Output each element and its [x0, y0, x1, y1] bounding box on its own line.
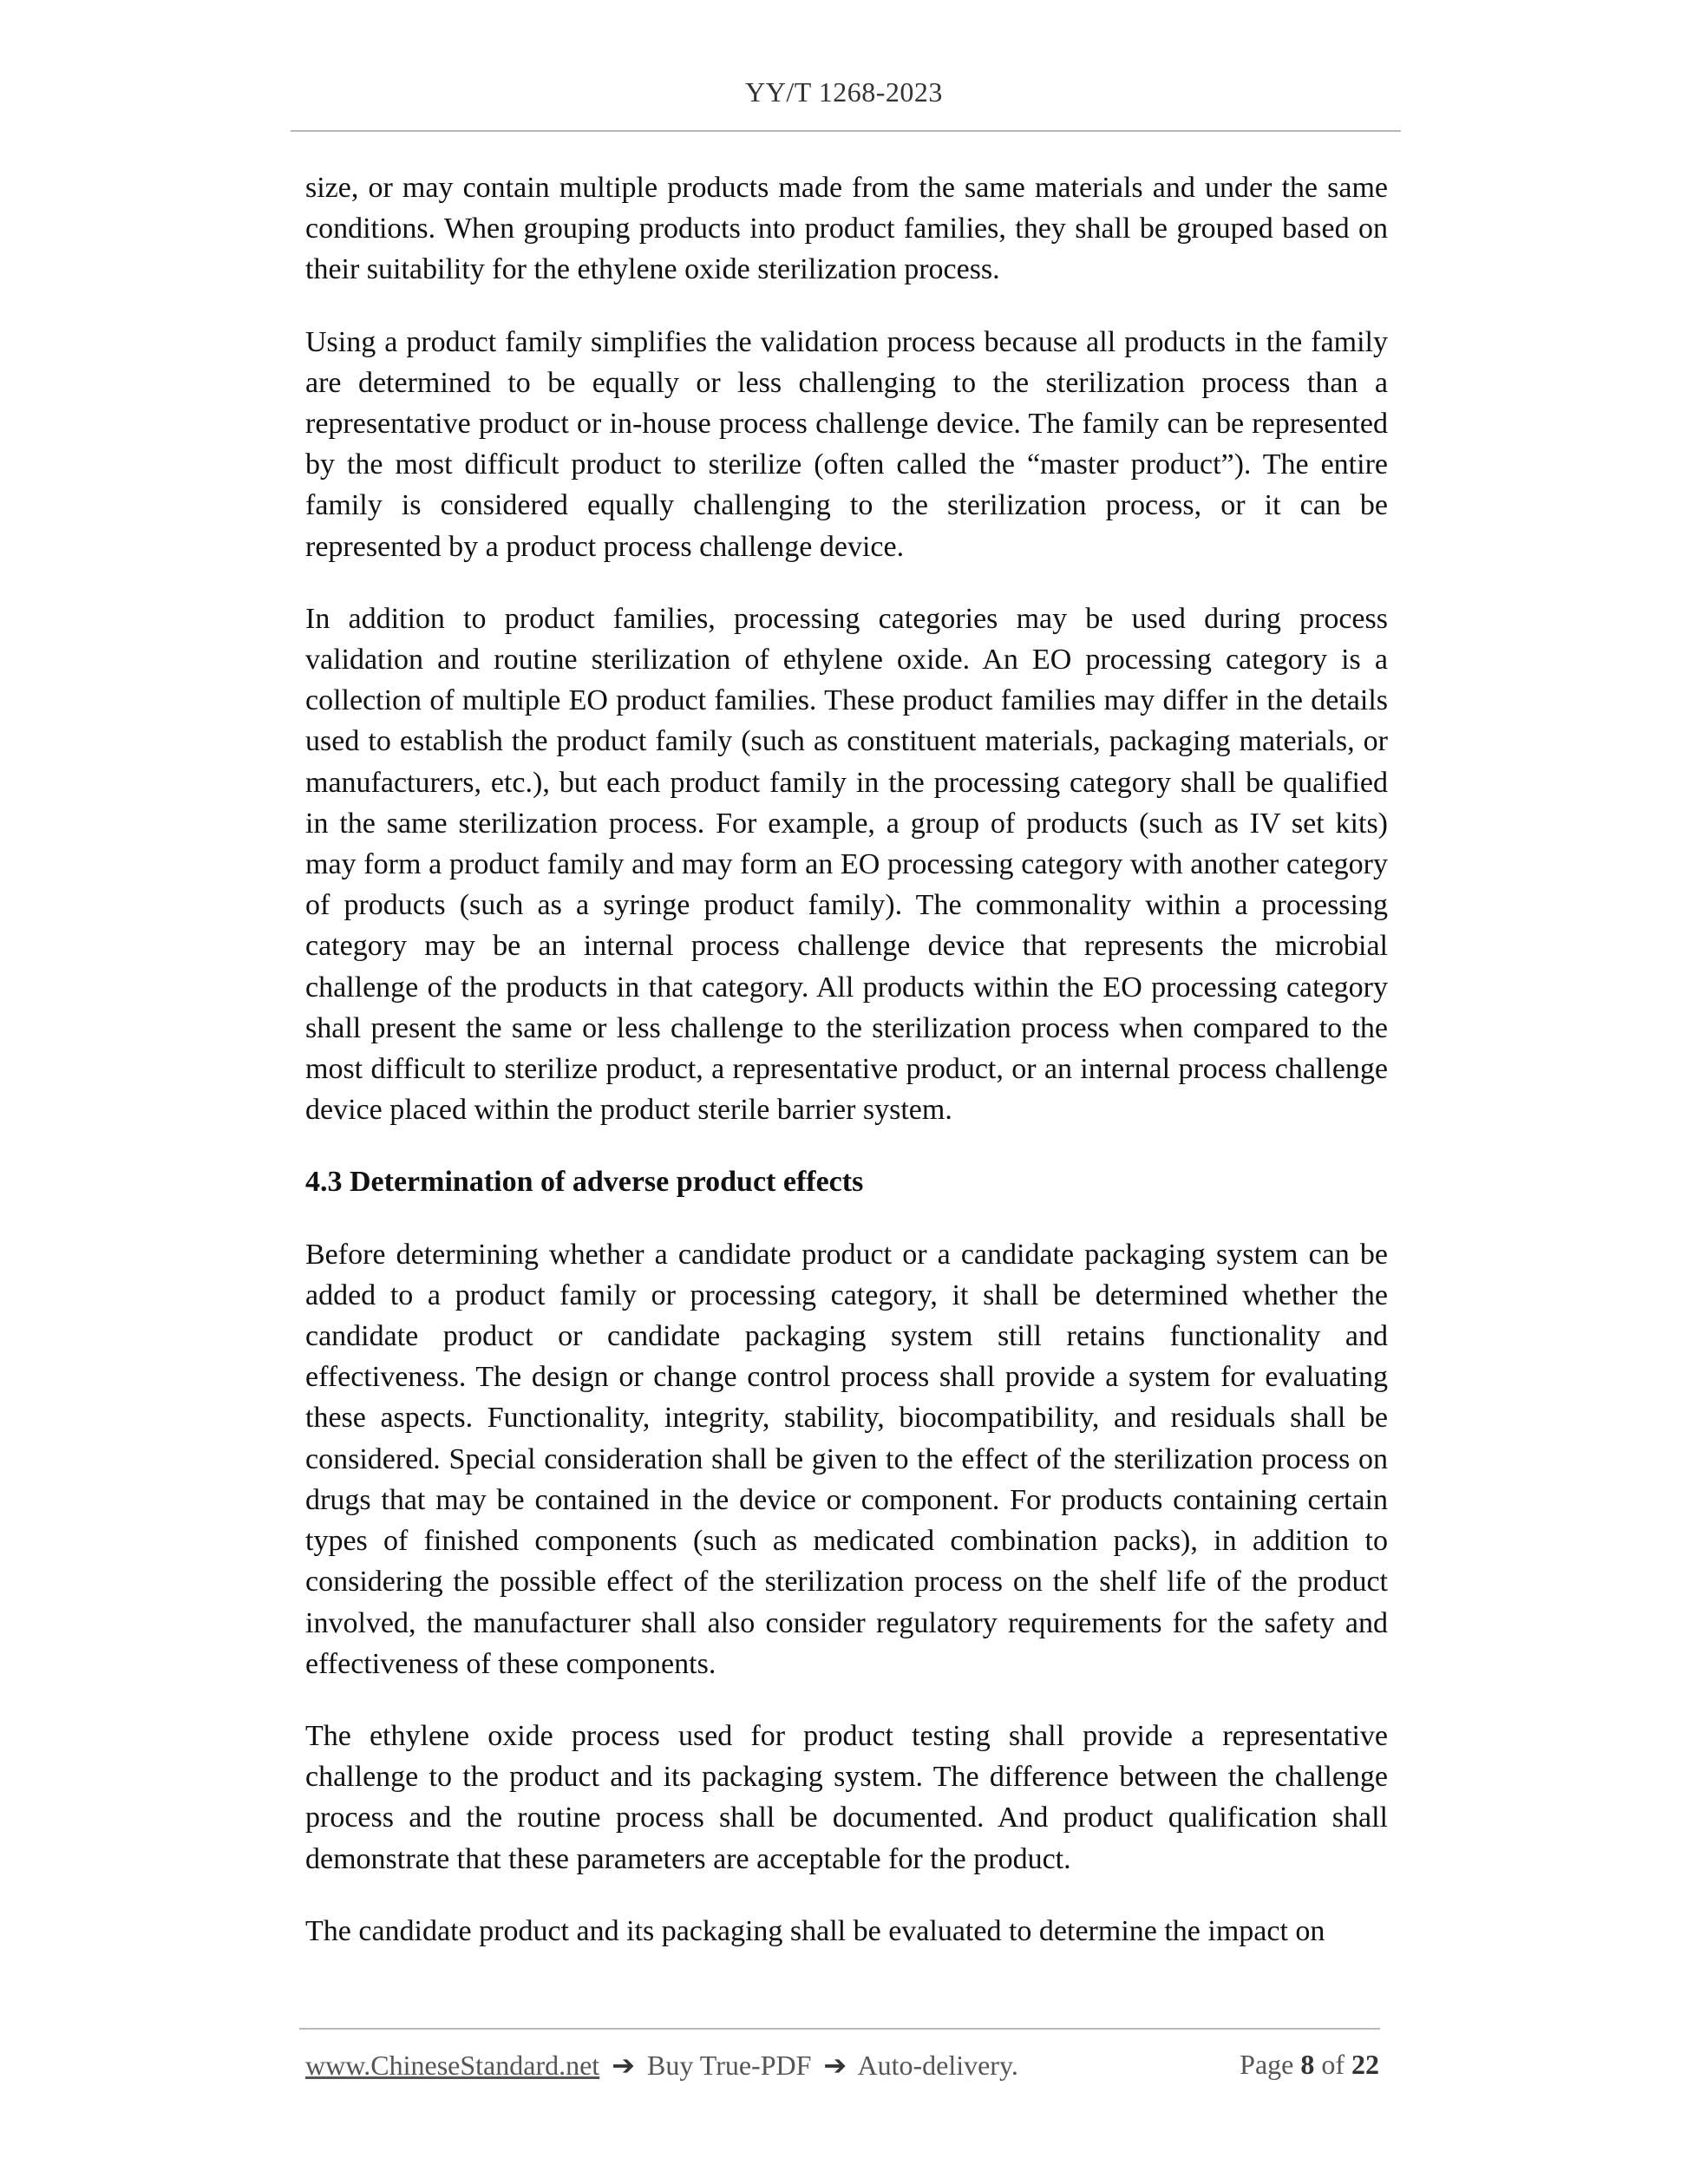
footer-purchase-info: [305, 2049, 1018, 2082]
page-label: Page: [1240, 2049, 1294, 2080]
total-pages-number: 22: [1351, 2049, 1379, 2080]
page-number-indicator: [1240, 2049, 1379, 2081]
paragraph-product-family-validation: Using a product family simplifies the validation process because all products in the family are determined to be equally or less challenging to the sterilization process than a representative product or in-house process challenge device. The family can be represented by the most difficult product to sterilize (often called the “master product”). The entire family is considered equally challenging to the sterilization process, or it can be represented by a product process challenge device.: [305, 325, 1388, 563]
arrow-right-icon: ➔: [612, 2050, 635, 2081]
header-divider: [291, 130, 1401, 132]
paragraph-product-family-size: size, or may contain multiple products made from the same materials and under the same conditions. When grouping products into product families, they shall be grouped based on their suitability for the ethylene oxide sterilization process.: [305, 172, 1388, 286]
page-header-standard-code: YY/T 1268-2023: [745, 76, 943, 108]
paragraph-candidate-packaging-impact: The candidate product and its packaging shall be evaluated to determine the impact on: [305, 1914, 1325, 1947]
buy-true-pdf-text: Buy True-PDF: [647, 2050, 812, 2081]
page-footer: [305, 2049, 1379, 2089]
paragraph-candidate-product-evaluation: Before determining whether a candidate product or a candidate packaging system can be added to a product family or processing category, it shall be determined whether the candidate product or candidate packaging system still retains functionality and effectiveness. The design or change control process shall provide a system for evaluating these aspects. Functionality, integrity, stability, biocompatibility, and residuals shall be considered. Special consideration shall be given to the effect of the sterilization process on drugs that may be contained in the device or component. For products containing certain types of finished components (such as medicated combination packs), in addition to considering the possible effect of the sterilization process on the shelf life of the product involved, the manufacturer shall also consider regulatory requirements for the safety and effectiveness of these components.: [305, 1238, 1388, 1680]
site-link[interactable]: www.ChineseStandard.net: [305, 2050, 600, 2081]
footer-divider: [299, 2028, 1380, 2030]
arrow-right-icon: ➔: [823, 2050, 847, 2081]
paragraph-processing-categories: In addition to product families, processing categories may be used during process validation and routine sterilization of ethylene oxide. An EO processing category is a collection of multiple EO product families. These product families may differ in the details used to establish the product family (such as constituent materials, packaging materials, or manufacturers, etc.), but each product family in the processing category shall be qualified in the same sterilization process. For example, a group of products (such as IV set kits) may form a product family and may form an EO processing category with another category of products (such as a syringe product family). The commonality within a processing category may be an internal process challenge device that represents the microbial challenge of the products in that category. All products within the EO processing category shall present the same or less challenge to the sterilization process when compared to the most difficult to sterilize product, a representative product, or an internal process challenge device placed within the product sterile barrier system.: [305, 602, 1388, 1127]
current-page-number: 8: [1300, 2049, 1315, 2080]
paragraph-ethylene-oxide-testing: The ethylene oxide process used for product testing shall provide a representative challenge to the product and its packaging system. The difference between the challenge process and the routine process shall be documented. And product qualification shall demonstrate that these parameters are acceptable for the product.: [305, 1719, 1388, 1875]
section-heading-4-3: 4.3 Determination of adverse product effects: [305, 1166, 864, 1199]
auto-delivery-text: Auto-delivery.: [857, 2050, 1018, 2081]
of-label: of: [1321, 2049, 1345, 2080]
document-body: [305, 167, 1388, 1983]
